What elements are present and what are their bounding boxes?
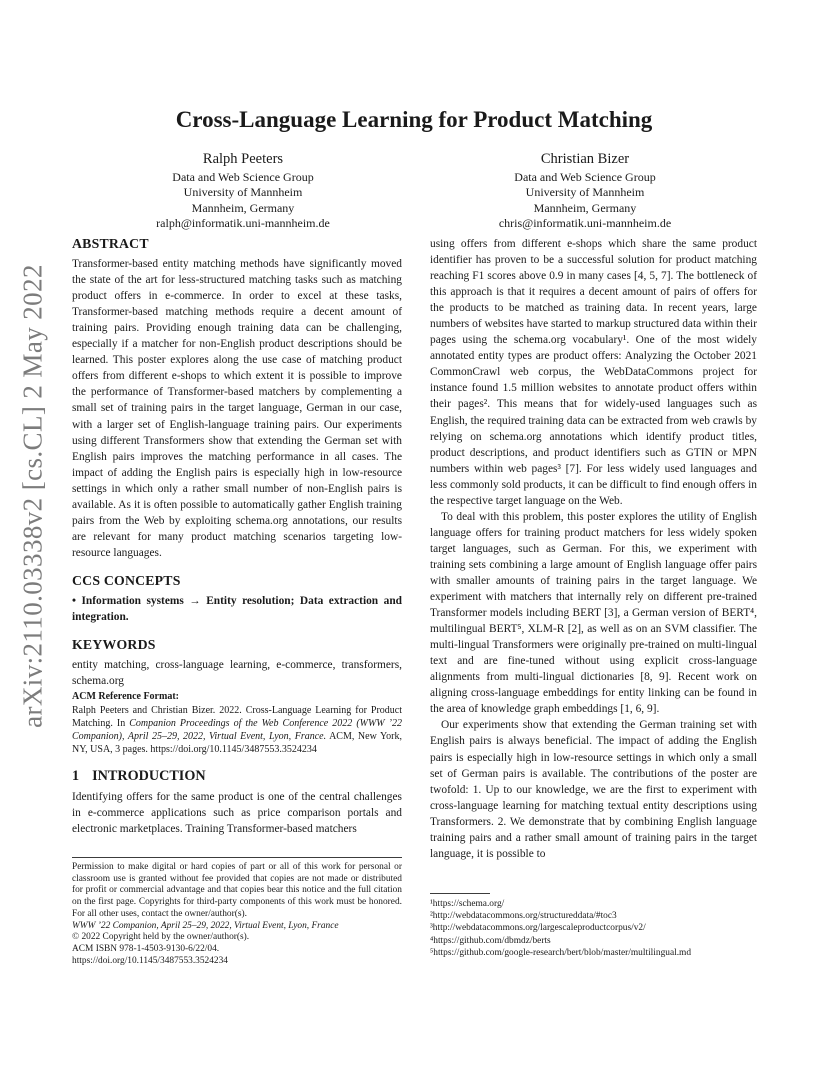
acm-reference-part2: ACM, New York, NY, USA, 3 pages. https://doi.org/10.1145/3487553.3524234 [72, 730, 403, 755]
acm-reference-heading: ACM Reference Format: [72, 691, 179, 703]
ccs-arrow: → [183, 594, 207, 607]
acm-reference-part1: Ralph Peeters and Christian Bizer. 2022. Cross-Language Learning for Product Matching. In [72, 705, 402, 730]
introduction-col2-paragraph-3: Our experiments show that extending the German training set with English pairs is always beneficial. The impact of adding the English pairs is especially high in low-resource settings in which only a small set of German pairs is available. The contributions of the poster are twofold: 1. Up to our knowledge, we are the first to experiment with cross-language learning for matching textual entity descriptions using Transformers. 2. We demonstrate that by combining English language training pairs and a rather small amount of training pairs in the target language, it is possible to [430, 719, 757, 860]
keywords-heading: KEYWORDS [72, 637, 156, 653]
footnote-rule-left [72, 857, 402, 858]
introduction-col2-paragraph-1: using offers from different e-shops which share the same product identifier has proven to be a successful solution for product matching reaching F1 scores above 0.9 in many cases [4, 5, 7]. The bottleneck of this approach is that it requires a decent amount of pairs of offers for the products to be matched as training data. In recent years, large numbers of websites have started to markup structured data within their pages using the schema.org vocabulary¹. One of the most widely annotated entity types are product offers: Analyzing the October 2021 CommonCrawl web corpus, the WebDataCommons project for instance found 1.5 million websites to annotate product offers within their pages². This means that for widely-used languages such as English, the required training data can be extracted from web crawls by relying on schema.org annotations which identify product titles, product descriptions, and product identifiers such as GTIN or MPN numbers within web pages³ [7]. For less widely used languages and less commonly sold products, it can be difficult to find enough offers in the respective target language on the Web. [430, 238, 757, 507]
paper-title: Cross-Language Learning for Product Matching [175, 107, 653, 132]
introduction-col2-paragraph-2: To deal with this problem, this poster explores the utility of English language offers for training product matchers for less widely spoken target languages, such as German. For this, we experiment with training sets combining a large amount of English language offer pairs with smaller amounts of training pairs in the target language. We experiment with matchers that internally rely on different pre-trained Transformer models including BERT [3], a German version of BERT⁴, multilingual BERT⁵, XLM-R [2], as well as on an SVM classifier. The multi-lingual Transformers were originally pre-trained on multi-lingual text and are fine-tuned without using explicit cross-language alignments from multi-lingual dictionaries [8, 9]. Recent work on aligning cross-language embeddings for entity linking can be found in the area of knowledge graph embeddings [1, 6, 9]. [430, 510, 757, 716]
abstract-text: Transformer-based entity matching methods have significantly moved the state of the art for less-structured matching tasks such as matching product offers in e-commerce. In order to excel at these tasks, Transformer-based matching methods require a decent amount of training pairs. Providing enough training data can be challenging, especially if a matcher for non-English product descriptions should be learned. This poster explores along the use case of matching product offers from different e-shops to which extent it is possible to improve the performance of Transformer-based matchers by complementing a small set of training pairs in the target language, German in our case, with a larger set of English-language training pairs. Our experiments using different Transformers show that extending the German set with English pairs improves the matching performance in all cases. The impact of adding the English pairs is especially high in low-resource settings in which only a rather small number of non-English pairs is available. As it is often possible to automatically gather English training pairs from the Web by exploiting schema.org annotations, our results are relevant for many product matching scenarios targeting low-resource languages. [72, 258, 402, 559]
ccs-concepts: Entity resolution; Data extraction and integration [72, 594, 403, 624]
author-1-university: University of Mannheim [183, 185, 303, 200]
author-2-email: chris@informatik.uni-mannheim.de [498, 216, 672, 231]
author-2-group: Data and Web Science Group [514, 170, 656, 184]
author-block [72, 150, 756, 232]
left-column [72, 236, 402, 1026]
introduction-col1-text: Identifying offers for the same product is one of the central challenges in e-commerce applications such as price comparison portals and electronic marketplaces. Training Transformer-based matchers [72, 790, 402, 835]
introduction-heading [72, 768, 402, 784]
permission-block [72, 857, 402, 967]
author-1-name: Ralph Peeters [202, 151, 284, 167]
footnote-5: ⁵https://github.com/google-research/bert/blob/master/multilingual.md [430, 947, 692, 958]
conference-line: WWW ’22 Companion, April 25–29, 2022, Virtual Event, Lyon, France [72, 920, 339, 931]
introduction-section-title: INTRODUCTION [92, 768, 206, 785]
author-2-location: Mannheim, Germany [533, 200, 637, 215]
footnote-rule-right [430, 893, 490, 894]
acm-reference-text [72, 705, 402, 756]
arxiv-watermark: arXiv:2110.03338v2 [cs.CL] 2 May 2022 [17, 264, 48, 728]
isbn-line: ACM ISBN 978-1-4503-9130-6/22/04. [72, 943, 220, 954]
introduction-section-number: 1 [72, 768, 80, 785]
ccs-category: • Information systems [72, 594, 184, 607]
footnote-3: ³http://webdatacommons.org/largescaleproductcorpus/v2/ [430, 923, 646, 934]
author-1 [72, 150, 414, 232]
doi-line: https://doi.org/10.1145/3487553.3524234 [72, 955, 228, 966]
author-1-email: ralph@informatik.uni-mannheim.de [156, 216, 330, 231]
author-1-location: Mannheim, Germany [191, 200, 295, 215]
footnote-2: ²http://webdatacommons.org/structureddata/#toc3 [430, 911, 617, 922]
ccs-concepts-line [72, 593, 402, 625]
acm-reference-proceedings: Companion Proceedings of the Web Conference 2022 (WWW ’22 Companion), April 25–29, 2022, Virtual Event, Lyon, France. [72, 718, 402, 742]
footnote-1: ¹https://schema.org/ [430, 899, 505, 909]
copyright-line: © 2022 Copyright held by the owner/author(s). [72, 932, 250, 943]
right-column [430, 236, 757, 1026]
abstract-heading: ABSTRACT [72, 236, 149, 251]
footnote-4: ⁴https://github.com/dbmdz/berts [430, 935, 551, 946]
author-1-group: Data and Web Science Group [172, 170, 314, 184]
author-2-university: University of Mannheim [525, 185, 645, 200]
author-2-name: Christian Bizer [540, 151, 630, 167]
ccs-heading: CCS CONCEPTS [72, 572, 181, 588]
footnotes-block [430, 893, 757, 959]
keywords-text: entity matching, cross-language learning, e-commerce, transformers, schema.org [72, 659, 402, 688]
permission-note: Permission to make digital or hard copies of part or all of this work for personal or classroom use is granted without fee provided that copies are not made or distributed for profit or commercial advantage and that copies bear this notice and the full citation on the first page. Copyrights for third-party components of this work must be honored. For all other uses, contact the owner/author(s). [72, 862, 402, 919]
author-2 [414, 150, 756, 232]
ccs-period: . [125, 611, 129, 624]
